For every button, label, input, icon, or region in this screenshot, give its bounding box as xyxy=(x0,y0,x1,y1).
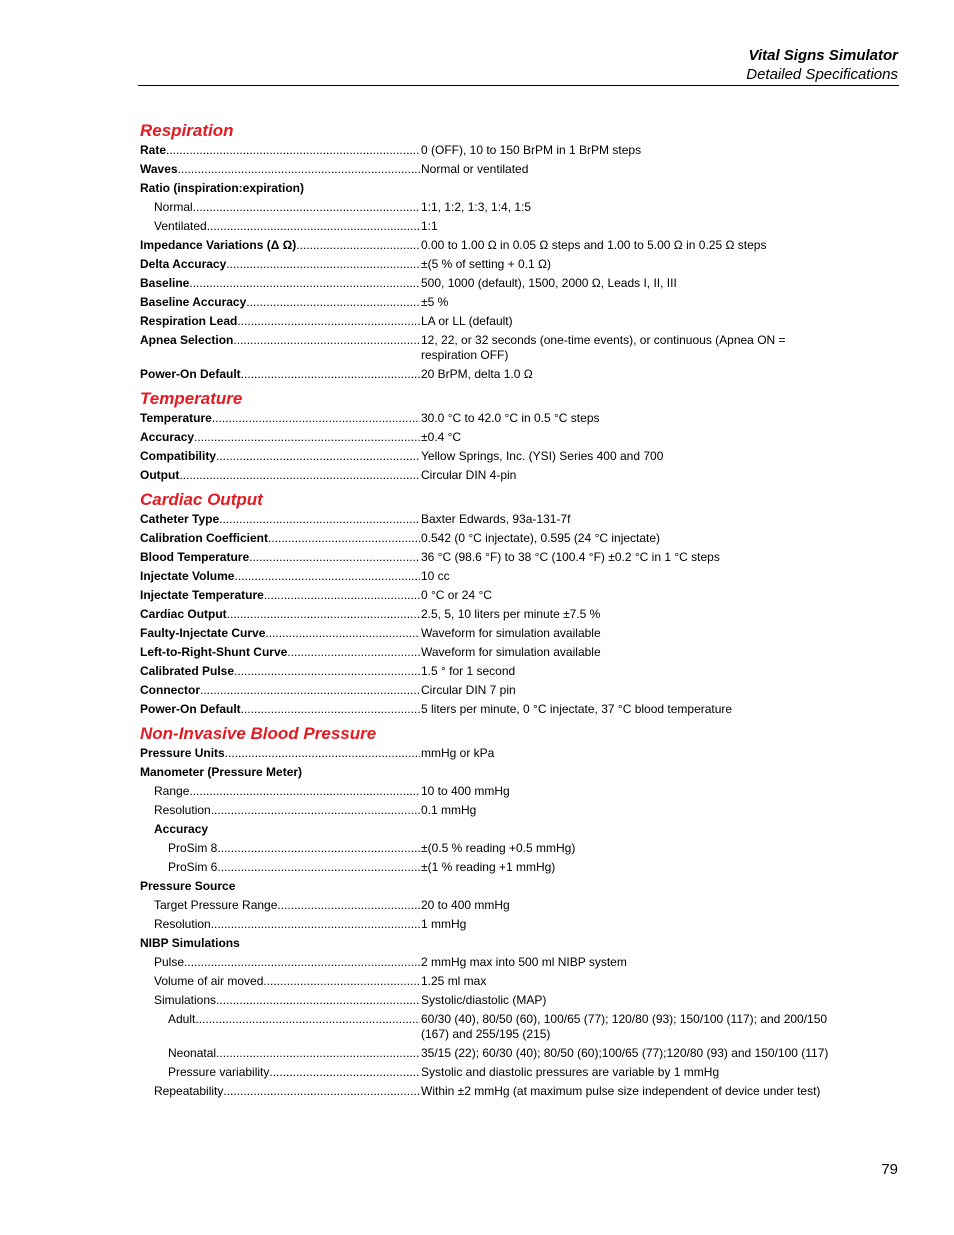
dot-leader xyxy=(246,295,420,310)
spec-value: Waveform for simulation available xyxy=(421,626,601,640)
spec-row xyxy=(140,645,830,660)
spec-value: ±(5 % of setting + 0.1 Ω) xyxy=(421,257,551,271)
spec-row xyxy=(140,449,830,464)
spec-label: Blood Temperature xyxy=(140,550,250,564)
spec-label-cell xyxy=(140,276,420,291)
section-title: Cardiac Output xyxy=(140,490,263,509)
spec-section xyxy=(140,721,830,1099)
spec-value: Normal or ventilated xyxy=(421,162,529,176)
dot-leader xyxy=(237,314,420,329)
dot-leader xyxy=(166,143,420,158)
spec-value: 1.5 ° for 1 second xyxy=(421,664,516,678)
spec-value: 60/30 (40), 80/50 (60), 100/65 (77); 120/80 (93); 150/100 (117); and 200/150 (167) and 255/195 (215) xyxy=(421,1012,828,1041)
spec-section xyxy=(140,487,830,717)
section-title: Temperature xyxy=(140,389,243,408)
spec-label-cell xyxy=(140,784,420,799)
spec-label: Accuracy xyxy=(140,430,195,444)
spec-label: ProSim 6 xyxy=(168,860,218,874)
dot-leader xyxy=(200,683,420,698)
spec-value: 10 to 400 mmHg xyxy=(421,784,510,798)
spec-row xyxy=(140,1065,830,1080)
spec-value: 1.25 ml max xyxy=(421,974,487,988)
dot-leader xyxy=(179,468,420,483)
spec-row xyxy=(140,974,830,989)
spec-label-cell xyxy=(140,993,420,1008)
dot-leader xyxy=(234,569,420,584)
spec-label-cell xyxy=(140,162,420,177)
spec-label-cell xyxy=(140,550,420,565)
spec-row xyxy=(140,531,830,546)
dot-leader xyxy=(296,238,420,253)
dot-leader xyxy=(241,367,420,382)
spec-label: Simulations xyxy=(154,993,217,1007)
header-rule xyxy=(138,85,899,86)
spec-value: 0.542 (0 °C injectate), 0.595 (24 °C injectate) xyxy=(421,531,661,545)
spec-value: 1:1, 1:2, 1:3, 1:4, 1:5 xyxy=(421,200,532,214)
spec-label: Manometer (Pressure Meter) xyxy=(140,765,303,779)
spec-group-heading xyxy=(140,936,830,951)
spec-label-cell xyxy=(140,449,420,464)
spec-value: 1 mmHg xyxy=(421,917,467,931)
spec-label: Neonatal xyxy=(168,1046,217,1060)
spec-label: Normal xyxy=(154,200,193,214)
spec-row xyxy=(140,411,830,426)
dot-leader xyxy=(265,626,420,641)
dot-leader xyxy=(233,333,420,363)
spec-value: Circular DIN 7 pin xyxy=(421,683,516,697)
spec-value: ±5 % xyxy=(421,295,449,309)
spec-row xyxy=(140,219,830,234)
spec-label: Connector xyxy=(140,683,200,697)
spec-row xyxy=(140,238,830,253)
spec-value: Baxter Edwards, 93a-131-7f xyxy=(421,512,571,526)
spec-row xyxy=(140,257,830,272)
section-title: Non-Invasive Blood Pressure xyxy=(140,724,377,743)
spec-label: Compatibility xyxy=(140,449,217,463)
dot-leader xyxy=(194,430,420,445)
dot-leader xyxy=(216,1046,420,1061)
dot-leader xyxy=(277,898,420,913)
spec-label: Injectate Temperature xyxy=(140,588,264,602)
spec-label: Waves xyxy=(140,162,178,176)
spec-label: Range xyxy=(154,784,190,798)
running-header xyxy=(746,47,898,84)
spec-row xyxy=(140,276,830,291)
dot-leader xyxy=(234,664,420,679)
dot-leader xyxy=(211,803,420,818)
spec-label-cell xyxy=(140,645,420,660)
spec-group-heading xyxy=(140,879,830,894)
spec-label-cell xyxy=(140,803,420,818)
spec-row xyxy=(140,993,830,1008)
spec-row xyxy=(140,143,830,158)
dot-leader xyxy=(268,531,420,546)
spec-label-cell xyxy=(140,333,420,363)
dot-leader xyxy=(189,784,420,799)
spec-label-cell xyxy=(140,411,420,426)
spec-label-cell xyxy=(140,822,830,837)
spec-label-cell xyxy=(140,512,420,527)
spec-value: 0.00 to 1.00 Ω in 0.05 Ω steps and 1.00 to 5.00 Ω in 0.25 Ω steps xyxy=(421,238,767,252)
spec-label: Delta Accuracy xyxy=(140,257,227,271)
dot-leader xyxy=(269,1065,420,1080)
dot-leader xyxy=(184,955,420,970)
spec-row xyxy=(140,626,830,641)
spec-value: ±0.4 °C xyxy=(421,430,462,444)
dot-leader xyxy=(207,219,420,234)
spec-value: LA or LL (default) xyxy=(421,314,513,328)
spec-label-cell xyxy=(140,746,420,761)
dot-leader xyxy=(217,841,420,856)
spec-label-cell xyxy=(140,1065,420,1080)
spec-label: Pressure Source xyxy=(140,879,236,893)
spec-label-cell xyxy=(140,626,420,641)
spec-label-cell xyxy=(140,430,420,445)
spec-label-cell xyxy=(140,841,420,856)
spec-label: Left-to-Right-Shunt Curve xyxy=(140,645,288,659)
spec-row xyxy=(140,1084,830,1099)
spec-row xyxy=(140,841,830,856)
spec-label-cell xyxy=(140,314,420,329)
spec-label-cell xyxy=(140,664,420,679)
specifications-body xyxy=(140,118,830,1103)
spec-label-cell xyxy=(140,683,420,698)
spec-row xyxy=(140,314,830,329)
spec-label-cell xyxy=(140,143,420,158)
spec-label: Baseline xyxy=(140,276,190,290)
spec-label: Impedance Variations (Δ Ω) xyxy=(140,238,297,252)
spec-label-cell xyxy=(140,974,420,989)
spec-row xyxy=(140,550,830,565)
spec-label: Pressure Units xyxy=(140,746,225,760)
spec-label: Pressure variability xyxy=(168,1065,270,1079)
spec-label: Power-On Default xyxy=(140,702,241,716)
spec-row xyxy=(140,430,830,445)
spec-value: 1:1 xyxy=(421,219,438,233)
spec-label: Power-On Default xyxy=(140,367,241,381)
dot-leader xyxy=(195,1012,420,1042)
spec-label: NIBP Simulations xyxy=(140,936,240,950)
spec-value: Systolic/diastolic (MAP) xyxy=(421,993,547,1007)
spec-label-cell xyxy=(140,955,420,970)
page-number: 79 xyxy=(881,1161,898,1178)
spec-row xyxy=(140,200,830,215)
spec-value: 5 liters per minute, 0 °C injectate, 37 °C blood temperature xyxy=(421,702,733,716)
spec-group-heading xyxy=(140,765,830,780)
spec-section xyxy=(140,118,830,382)
spec-label-cell xyxy=(140,238,420,253)
dot-leader xyxy=(217,860,420,875)
dot-leader xyxy=(219,512,420,527)
spec-label-cell xyxy=(140,860,420,875)
spec-label-cell xyxy=(140,468,420,483)
spec-value: Systolic and diastolic pressures are variable by 1 mmHg xyxy=(421,1065,720,1079)
spec-value: 35/15 (22); 60/30 (40); 80/50 (60);100/65 (77);120/80 (93) and 150/100 (117) xyxy=(421,1046,829,1060)
spec-label: Ratio (inspiration:expiration) xyxy=(140,181,305,195)
spec-value: Within ±2 mmHg (at maximum pulse size independent of device under test) xyxy=(421,1084,821,1098)
spec-value: 12, 22, or 32 seconds (one-time events), or continuous (Apnea ON = respiration OFF) xyxy=(421,333,786,362)
spec-label-cell xyxy=(140,898,420,913)
spec-label: ProSim 8 xyxy=(168,841,218,855)
spec-value: 30.0 °C to 42.0 °C in 0.5 °C steps xyxy=(421,411,600,425)
spec-label: Resolution xyxy=(154,803,211,817)
spec-label-cell xyxy=(140,936,830,951)
spec-label: Adult xyxy=(168,1012,196,1026)
spec-value: 0 °C or 24 °C xyxy=(421,588,492,602)
spec-label: Ventilated xyxy=(154,219,207,233)
spec-value: 0.1 mmHg xyxy=(421,803,477,817)
spec-value: 20 BrPM, delta 1.0 Ω xyxy=(421,367,533,381)
spec-label: Accuracy xyxy=(154,822,209,836)
spec-label: Calibration Coefficient xyxy=(140,531,269,545)
spec-value: 0 (OFF), 10 to 150 BrPM in 1 BrPM steps xyxy=(421,143,642,157)
spec-label: Baseline Accuracy xyxy=(140,295,247,309)
spec-row xyxy=(140,588,830,603)
dot-leader xyxy=(189,276,420,291)
header-title: Vital Signs Simulator xyxy=(748,47,898,64)
spec-label-cell xyxy=(140,917,420,932)
spec-label: Temperature xyxy=(140,411,212,425)
dot-leader xyxy=(211,917,420,932)
spec-label-cell xyxy=(140,531,420,546)
spec-label-cell xyxy=(140,569,420,584)
spec-row xyxy=(140,512,830,527)
spec-row xyxy=(140,683,830,698)
dot-leader xyxy=(263,974,420,989)
spec-row xyxy=(140,898,830,913)
spec-label: Cardiac Output xyxy=(140,607,227,621)
spec-label-cell xyxy=(140,588,420,603)
dot-leader xyxy=(193,200,420,215)
spec-row xyxy=(140,607,830,622)
spec-group-heading xyxy=(140,822,830,837)
dot-leader xyxy=(178,162,420,177)
spec-row xyxy=(140,746,830,761)
spec-label: Resolution xyxy=(154,917,211,931)
spec-row xyxy=(140,860,830,875)
spec-label: Rate xyxy=(140,143,167,157)
spec-row xyxy=(140,162,830,177)
spec-row xyxy=(140,917,830,932)
spec-value: 10 cc xyxy=(421,569,450,583)
dot-leader xyxy=(216,449,420,464)
spec-label: Target Pressure Range xyxy=(154,898,278,912)
spec-label-cell xyxy=(140,1046,420,1061)
spec-label-cell xyxy=(140,1012,420,1042)
spec-label: Output xyxy=(140,468,180,482)
spec-row xyxy=(140,333,830,363)
dot-leader xyxy=(227,607,420,622)
dot-leader xyxy=(212,411,420,426)
spec-label-cell xyxy=(140,257,420,272)
spec-row xyxy=(140,295,830,310)
spec-value: 2.5, 5, 10 liters per minute ±7.5 % xyxy=(421,607,601,621)
spec-value: 20 to 400 mmHg xyxy=(421,898,510,912)
dot-leader xyxy=(241,702,420,717)
spec-label: Catheter Type xyxy=(140,512,220,526)
dot-leader xyxy=(225,746,420,761)
spec-label-cell xyxy=(140,607,420,622)
spec-label: Calibrated Pulse xyxy=(140,664,235,678)
dot-leader xyxy=(216,993,420,1008)
spec-value: ±(0.5 % reading +0.5 mmHg) xyxy=(421,841,576,855)
header-subtitle: Detailed Specifications xyxy=(746,66,898,83)
spec-row xyxy=(140,468,830,483)
spec-value: mmHg or kPa xyxy=(421,746,495,760)
dot-leader xyxy=(223,1084,420,1099)
spec-value: 36 °C (98.6 °F) to 38 °C (100.4 °F) ±0.2 °C in 1 °C steps xyxy=(421,550,720,564)
spec-label: Faulty-Injectate Curve xyxy=(140,626,266,640)
spec-label: Injectate Volume xyxy=(140,569,235,583)
spec-value: 2 mmHg max into 500 ml NIBP system xyxy=(421,955,627,969)
spec-section xyxy=(140,386,830,483)
dot-leader xyxy=(226,257,420,272)
spec-value: ±(1 % reading +1 mmHg) xyxy=(421,860,556,874)
spec-row xyxy=(140,955,830,970)
spec-label-cell xyxy=(140,879,830,894)
spec-label-cell xyxy=(140,702,420,717)
spec-label: Apnea Selection xyxy=(140,333,234,347)
spec-label-cell xyxy=(140,295,420,310)
spec-row xyxy=(140,784,830,799)
dot-leader xyxy=(287,645,420,660)
spec-group-heading xyxy=(140,181,830,196)
spec-row xyxy=(140,702,830,717)
spec-label: Repeatability xyxy=(154,1084,224,1098)
spec-value: Circular DIN 4-pin xyxy=(421,468,517,482)
spec-row xyxy=(140,803,830,818)
spec-value: Waveform for simulation available xyxy=(421,645,601,659)
dot-leader xyxy=(249,550,420,565)
spec-row xyxy=(140,569,830,584)
spec-value: Yellow Springs, Inc. (YSI) Series 400 and 700 xyxy=(421,449,664,463)
spec-label-cell xyxy=(140,367,420,382)
spec-value: 500, 1000 (default), 1500, 2000 Ω, Leads I, II, III xyxy=(421,276,677,290)
spec-label-cell xyxy=(140,1084,420,1099)
spec-label: Respiration Lead xyxy=(140,314,238,328)
spec-label: Volume of air moved xyxy=(154,974,264,988)
spec-label: Pulse xyxy=(154,955,185,969)
spec-row xyxy=(140,664,830,679)
spec-row xyxy=(140,1012,830,1042)
dot-leader xyxy=(264,588,420,603)
spec-row xyxy=(140,1046,830,1061)
spec-label-cell xyxy=(140,219,420,234)
spec-row xyxy=(140,367,830,382)
section-title: Respiration xyxy=(140,121,234,140)
spec-label-cell xyxy=(140,181,830,196)
spec-label-cell xyxy=(140,200,420,215)
spec-label-cell xyxy=(140,765,830,780)
